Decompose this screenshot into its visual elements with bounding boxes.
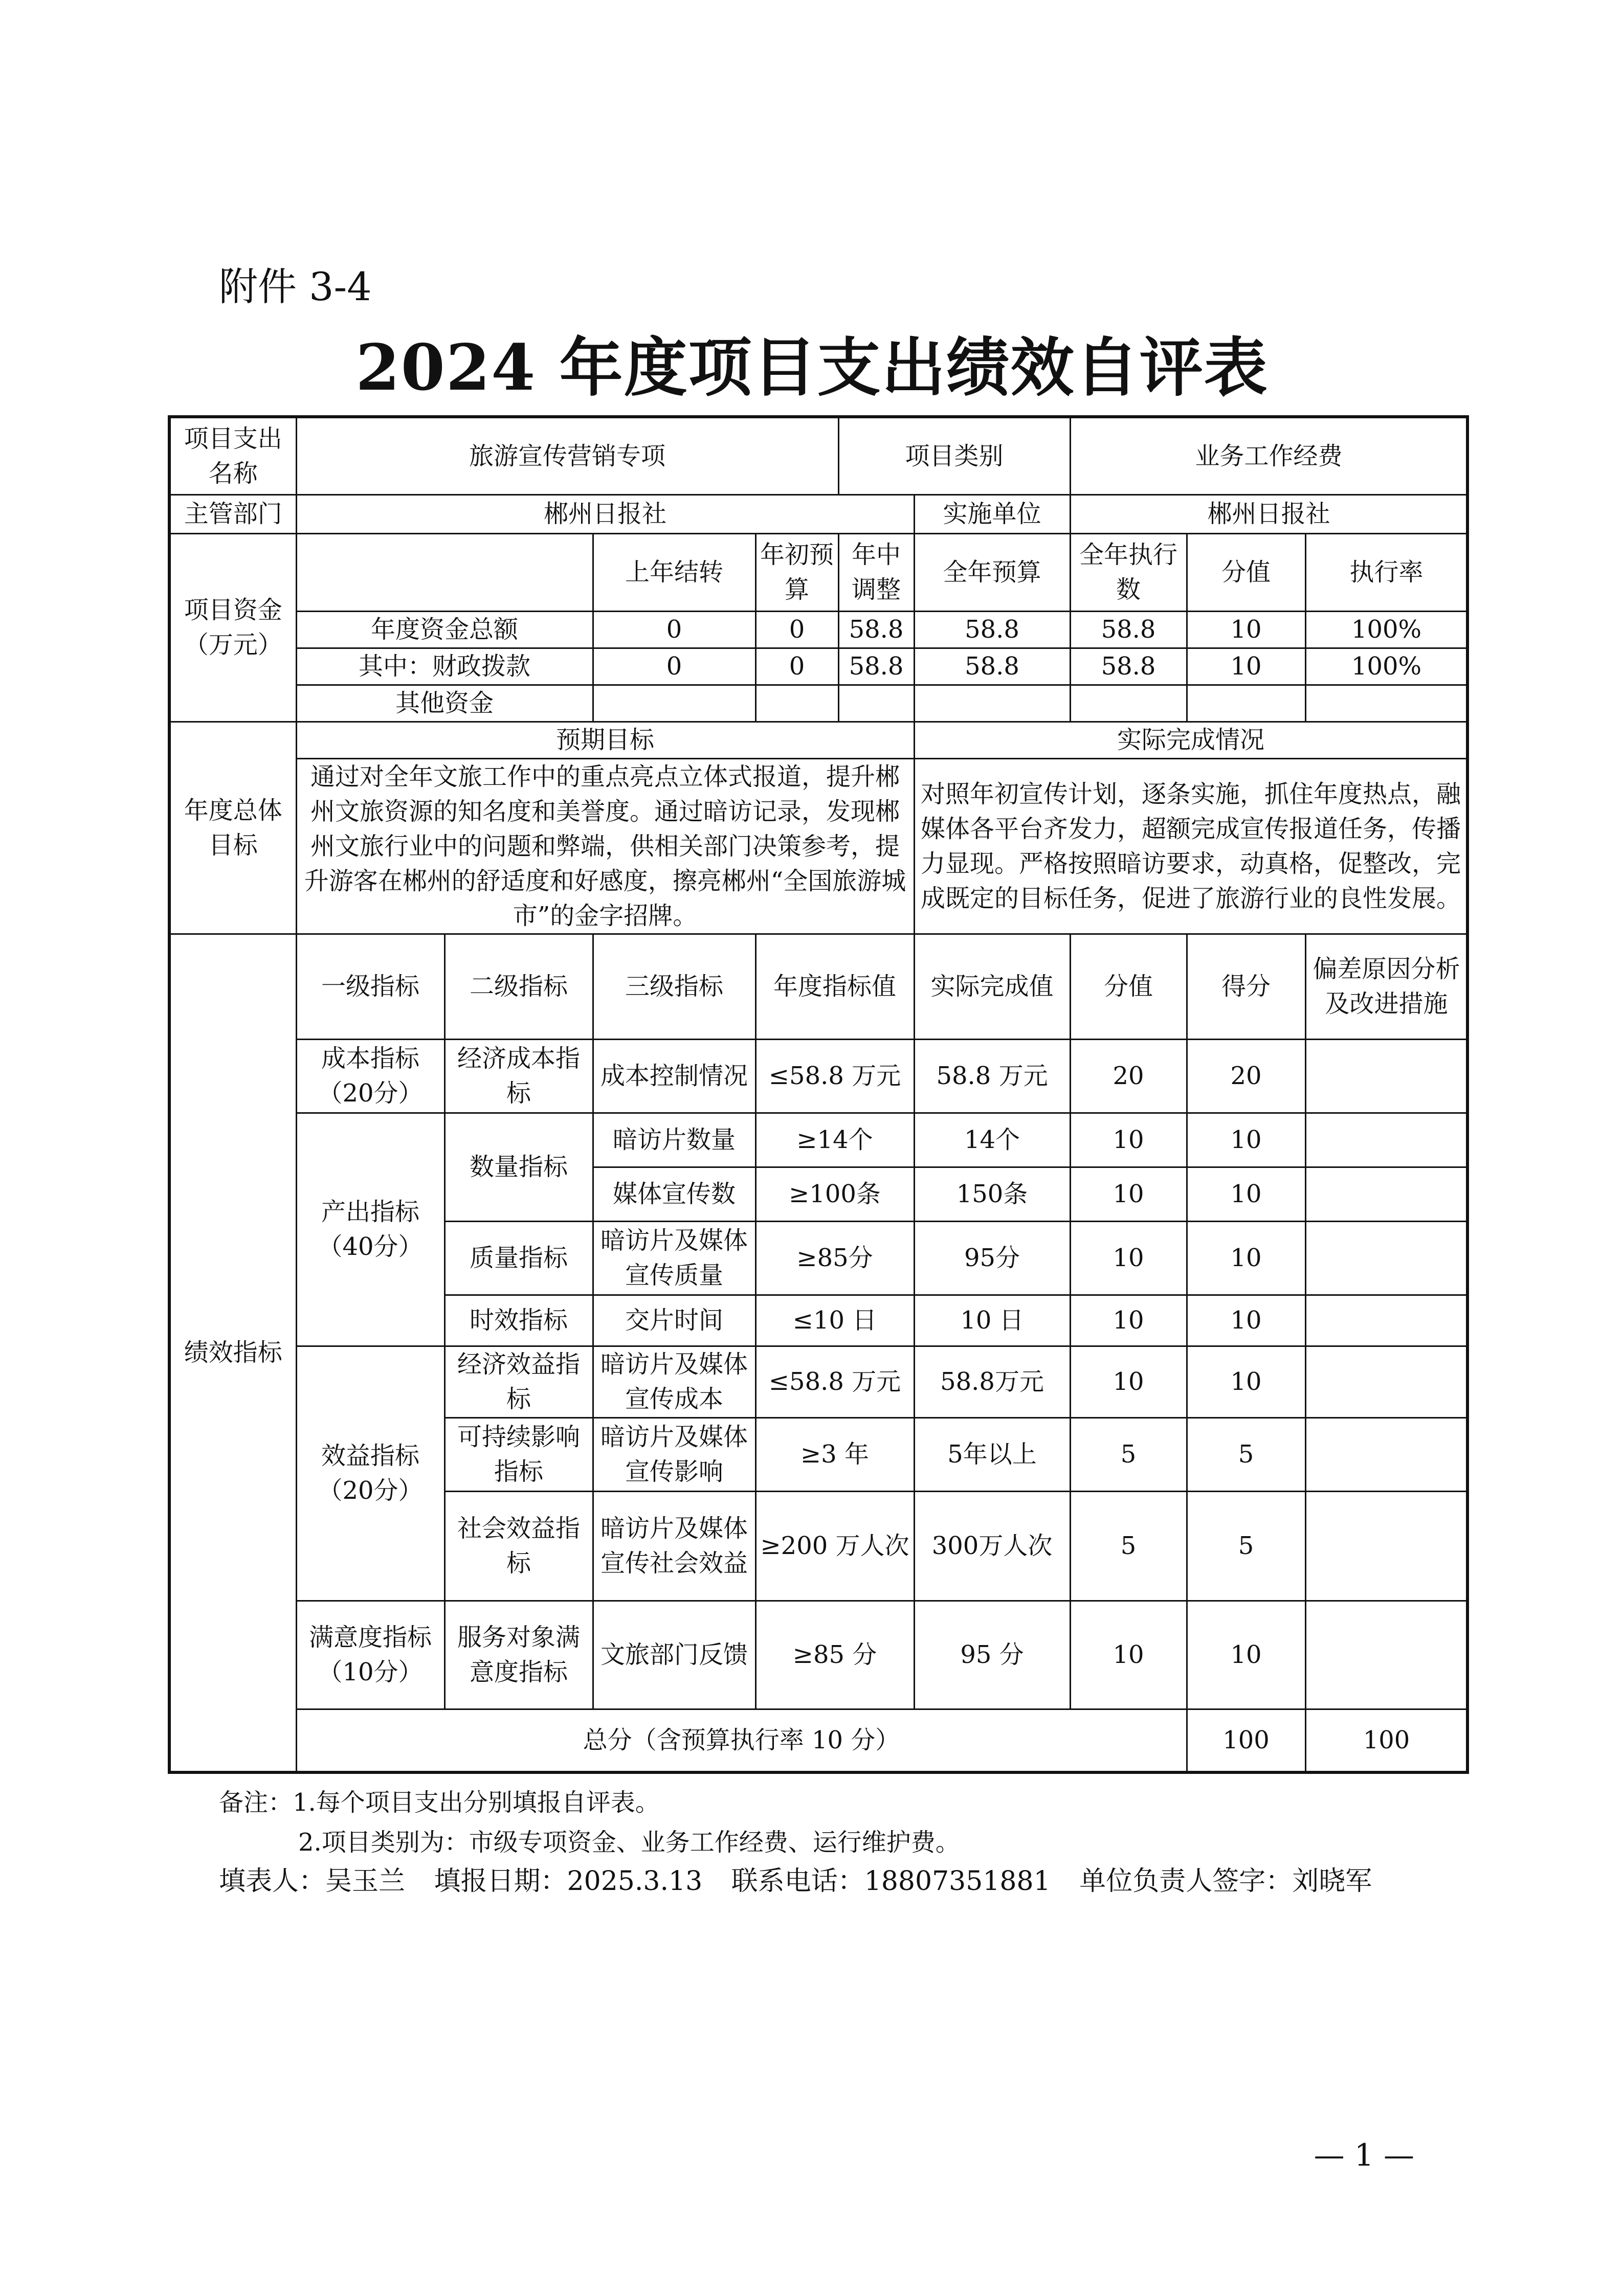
cost-l2: 经济成本指标 [444, 1039, 593, 1113]
funds-col-initial: 年初预算 [755, 533, 838, 611]
output-l1: 产出指标（40分） [296, 1113, 444, 1346]
econ-got: 10 [1187, 1346, 1305, 1417]
funds-cell: 100% [1305, 648, 1467, 685]
funds-cell: 10 [1187, 648, 1305, 685]
qty1-l3: 暗访片数量 [593, 1113, 755, 1167]
total-score: 100 [1187, 1709, 1305, 1772]
sustain-got: 5 [1187, 1417, 1305, 1491]
cost-l1: 成本指标（20分） [296, 1039, 444, 1113]
social-l2: 社会效益指标 [444, 1491, 593, 1601]
quality-l3: 暗访片及媒体宣传质量 [593, 1221, 755, 1295]
qty1-actual: 14个 [914, 1113, 1070, 1167]
cost-actual: 58.8 万元 [914, 1039, 1070, 1113]
cost-l3: 成本控制情况 [593, 1039, 755, 1113]
sustain-score: 5 [1070, 1417, 1187, 1491]
timely-l3: 交片时间 [593, 1295, 755, 1346]
timely-target: ≤10 日 [755, 1295, 914, 1346]
sustain-l3: 暗访片及媒体宣传影响 [593, 1417, 755, 1491]
funds-cell [1187, 685, 1305, 722]
table-row [169, 1601, 1467, 1709]
unit-value: 郴州日报社 [1070, 494, 1467, 533]
filler-info [219, 1859, 1392, 1898]
funds-cell: 58.8 [914, 648, 1070, 685]
perf-col-l2: 二级指标 [444, 934, 593, 1039]
sustain-l2: 可持续影响指标 [444, 1417, 593, 1491]
funds-col-adjust: 年中调整 [838, 533, 914, 611]
timely-deviation [1305, 1295, 1467, 1346]
contact-phone: 联系电话：18807351881 [731, 1866, 1051, 1897]
perf-col-deviation: 偏差原因分析及改进措施 [1305, 934, 1467, 1039]
sustain-actual: 5年以上 [914, 1417, 1070, 1491]
perf-col-l3: 三级指标 [593, 934, 755, 1039]
satisfaction-got: 10 [1187, 1601, 1305, 1709]
notes [219, 1783, 960, 1862]
evaluation-table [168, 415, 1469, 1774]
preparer: 填表人：吴玉兰 [219, 1866, 406, 1897]
funds-cell [914, 685, 1070, 722]
econ-l3: 暗访片及媒体宣传成本 [593, 1346, 755, 1417]
actual-goal-label: 实际完成情况 [914, 722, 1467, 758]
page-number: — 1 — [1314, 2137, 1414, 2173]
funds-cell [1305, 685, 1467, 722]
note-line-1: 备注：1.每个项目支出分别填报自评表。 [219, 1788, 660, 1817]
table-row [169, 648, 1467, 685]
funds-cell [838, 685, 914, 722]
perf-col-l1: 一级指标 [296, 934, 444, 1039]
timely-score: 10 [1070, 1295, 1187, 1346]
perf-col-score: 分值 [1070, 934, 1187, 1039]
note-line-2: 2.项目类别为：市级专项资金、业务工作经费、运行维护费。 [298, 1828, 960, 1857]
sustain-target: ≥3 年 [755, 1417, 914, 1491]
funds-col-rate: 执行率 [1305, 533, 1467, 611]
qty1-target: ≥14个 [755, 1113, 914, 1167]
funds-cell: 58.8 [1070, 611, 1187, 648]
category-label: 项目类别 [838, 417, 1070, 494]
econ-score: 10 [1070, 1346, 1187, 1417]
funds-row-name: 其中：财政拨款 [296, 648, 593, 685]
satisfaction-actual: 95 分 [914, 1601, 1070, 1709]
table-row [169, 1039, 1467, 1113]
qty2-score: 10 [1070, 1167, 1187, 1221]
actual-goal-text: 对照年初宣传计划，逐条实施，抓住年度热点，融媒体各平台齐发力，超额完成宣传报道任务，传播力显现。严格按照暗访要求，动真格，促整改，完成既定的目标任务，促进了旅游行业的良性发展。 [914, 758, 1467, 934]
qty2-target: ≥100条 [755, 1167, 914, 1221]
cost-got: 20 [1187, 1039, 1305, 1113]
page-title: 2024 年度项目支出绩效自评表 [355, 331, 1269, 405]
dept-value: 郴州日报社 [296, 494, 914, 533]
funds-label: 项目资金（万元） [169, 533, 296, 722]
table-row [169, 1346, 1467, 1417]
project-name-label: 项目支出名称 [169, 417, 296, 494]
unit-label: 实施单位 [914, 494, 1070, 533]
funds-cell [1070, 685, 1187, 722]
econ-l2: 经济效益指标 [444, 1346, 593, 1417]
funds-col-executed: 全年执行数 [1070, 533, 1187, 611]
funds-cell [593, 685, 755, 722]
econ-target: ≤58.8 万元 [755, 1346, 914, 1417]
satisfaction-l2: 服务对象满意度指标 [444, 1601, 593, 1709]
perf-col-got: 得分 [1187, 934, 1305, 1039]
qty2-actual: 150条 [914, 1167, 1070, 1221]
qty1-score: 10 [1070, 1113, 1187, 1167]
satisfaction-deviation [1305, 1601, 1467, 1709]
leader-signature: 单位负责人签字：刘晓军 [1079, 1866, 1372, 1897]
funds-cell: 100% [1305, 611, 1467, 648]
social-actual: 300万人次 [914, 1491, 1070, 1601]
cost-score: 20 [1070, 1039, 1187, 1113]
quality-target: ≥85分 [755, 1221, 914, 1295]
funds-cell: 0 [593, 648, 755, 685]
qty2-deviation [1305, 1167, 1467, 1221]
satisfaction-score: 10 [1070, 1601, 1187, 1709]
timely-l2: 时效指标 [444, 1295, 593, 1346]
dept-label: 主管部门 [169, 494, 296, 533]
funds-cell: 0 [755, 611, 838, 648]
social-target: ≥200 万人次 [755, 1491, 914, 1601]
qty1-deviation [1305, 1113, 1467, 1167]
funds-blank [296, 533, 593, 611]
satisfaction-l1: 满意度指标（10分） [296, 1601, 444, 1709]
qty2-got: 10 [1187, 1167, 1305, 1221]
econ-actual: 58.8万元 [914, 1346, 1070, 1417]
qty2-l3: 媒体宣传数 [593, 1167, 755, 1221]
funds-cell: 0 [593, 611, 755, 648]
timely-got: 10 [1187, 1295, 1305, 1346]
funds-col-budget: 全年预算 [914, 533, 1070, 611]
goals-label: 年度总体目标 [169, 722, 296, 934]
social-score: 5 [1070, 1491, 1187, 1601]
econ-deviation [1305, 1346, 1467, 1417]
funds-col-carry: 上年结转 [593, 533, 755, 611]
social-got: 5 [1187, 1491, 1305, 1601]
table-row [169, 1113, 1467, 1167]
total-row [169, 1709, 1467, 1772]
total-got: 100 [1305, 1709, 1467, 1772]
timely-actual: 10 日 [914, 1295, 1070, 1346]
project-name: 旅游宣传营销专项 [296, 417, 838, 494]
quality-actual: 95分 [914, 1221, 1070, 1295]
cost-deviation [1305, 1039, 1467, 1113]
quality-got: 10 [1187, 1221, 1305, 1295]
funds-cell: 58.8 [1070, 648, 1187, 685]
satisfaction-target: ≥85 分 [755, 1601, 914, 1709]
funds-cell [755, 685, 838, 722]
fill-date: 填报日期：2025.3.13 [434, 1866, 703, 1897]
total-label: 总分（含预算执行率 10 分） [296, 1709, 1187, 1772]
funds-cell: 0 [755, 648, 838, 685]
expected-goal-label: 预期目标 [296, 722, 914, 758]
funds-row-name: 其他资金 [296, 685, 593, 722]
satisfaction-l3: 文旅部门反馈 [593, 1601, 755, 1709]
sustain-deviation [1305, 1417, 1467, 1491]
quality-l2: 质量指标 [444, 1221, 593, 1295]
quality-deviation [1305, 1221, 1467, 1295]
category-value: 业务工作经费 [1070, 417, 1467, 494]
social-l3: 暗访片及媒体宣传社会效益 [593, 1491, 755, 1601]
cost-target: ≤58.8 万元 [755, 1039, 914, 1113]
funds-row-name: 年度资金总额 [296, 611, 593, 648]
funds-cell: 58.8 [838, 648, 914, 685]
funds-cell: 58.8 [914, 611, 1070, 648]
quality-score: 10 [1070, 1221, 1187, 1295]
qty1-got: 10 [1187, 1113, 1305, 1167]
table-row [169, 685, 1467, 722]
perf-col-target: 年度指标值 [755, 934, 914, 1039]
funds-cell: 10 [1187, 611, 1305, 648]
funds-col-score: 分值 [1187, 533, 1305, 611]
expected-goal-text: 通过对全年文旅工作中的重点亮点立体式报道，提升郴州文旅资源的知名度和美誉度。通过暗访记录，发现郴州文旅行业中的问题和弊端，供相关部门决策参考，提升游客在郴州的舒适度和好感度，擦亮郴州“全国旅游城市”的金字招牌。 [296, 758, 914, 934]
funds-cell: 58.8 [838, 611, 914, 648]
perf-label: 绩效指标 [169, 934, 296, 1772]
qty-l2: 数量指标 [444, 1113, 593, 1221]
attachment-label: 附件 3-4 [219, 264, 372, 309]
perf-col-actual: 实际完成值 [914, 934, 1070, 1039]
benefit-l1: 效益指标（20分） [296, 1346, 444, 1601]
social-deviation [1305, 1491, 1467, 1601]
table-row [169, 611, 1467, 648]
